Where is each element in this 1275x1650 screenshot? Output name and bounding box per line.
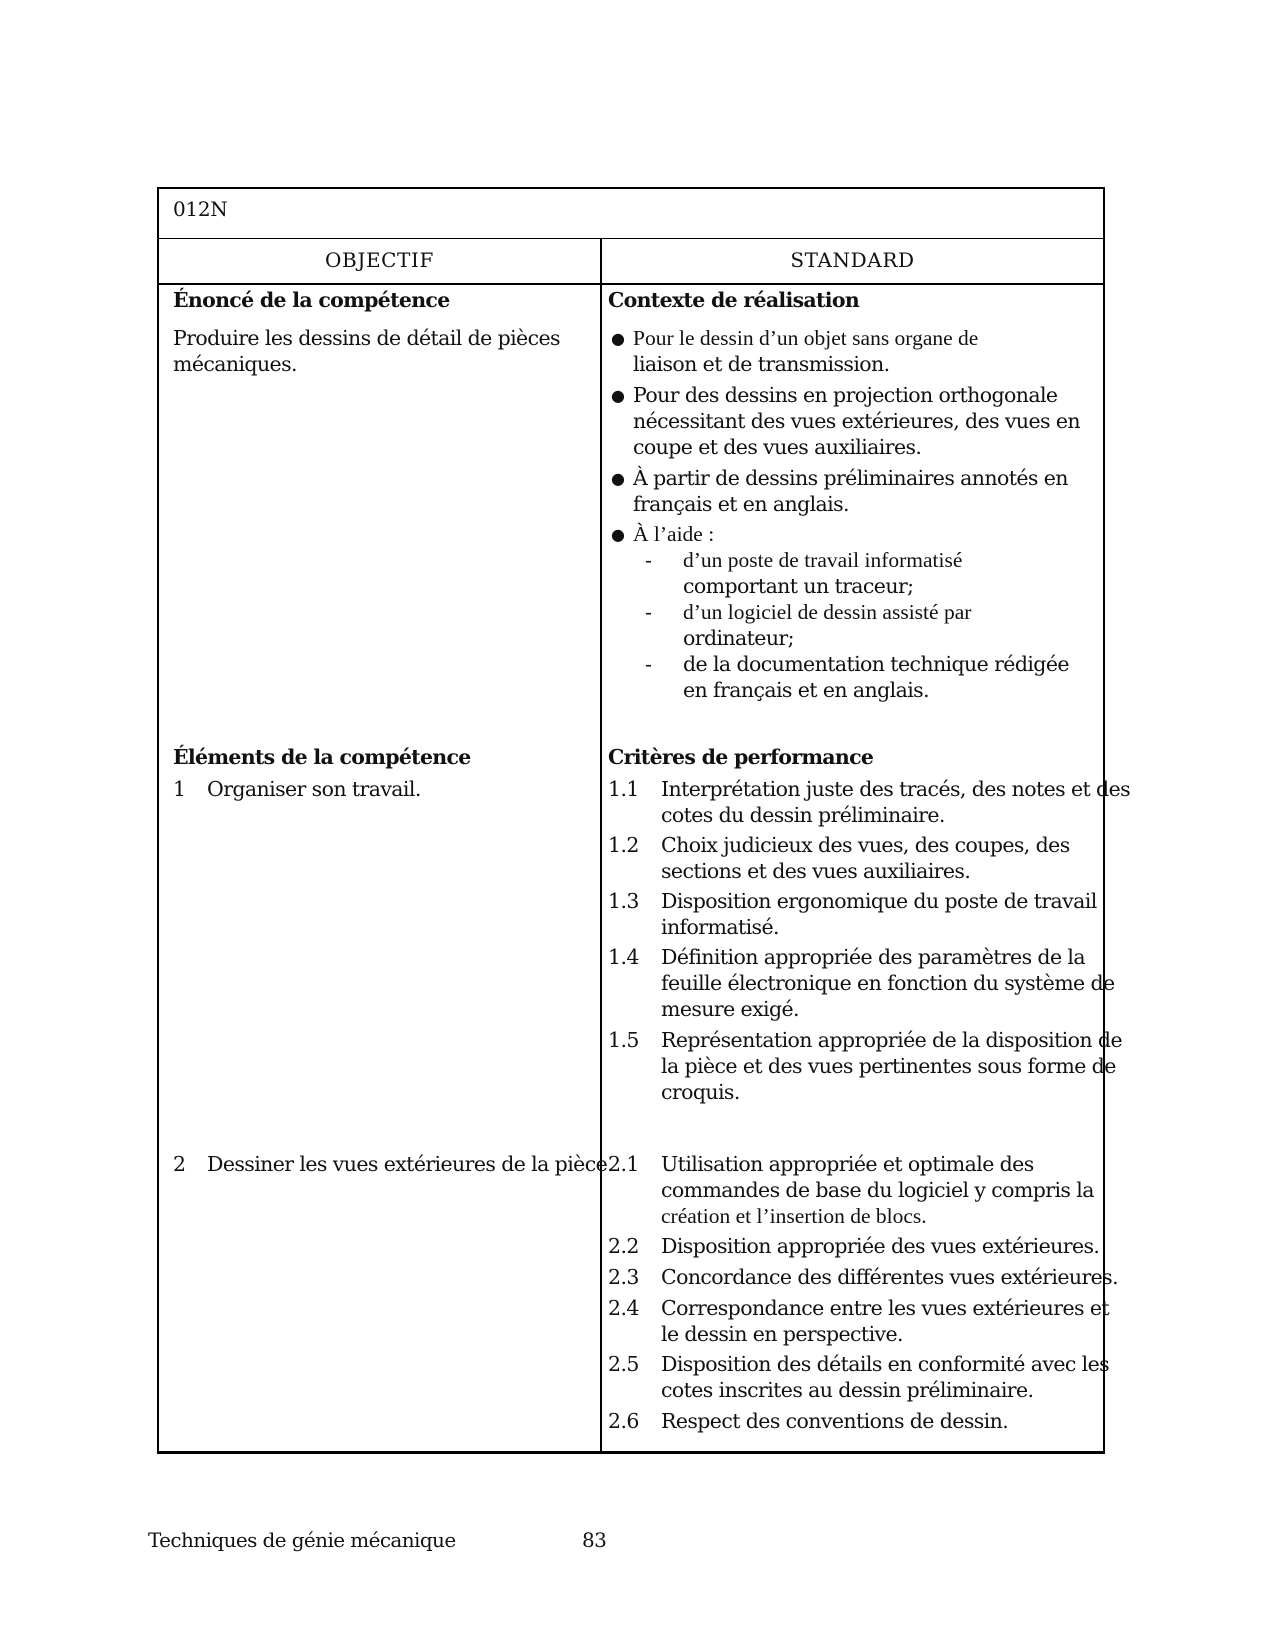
aide-item-line: d’un logiciel de dessin assisté par	[683, 600, 972, 624]
contexte-bullet-line: Pour le dessin d’un objet sans organe de	[633, 326, 979, 350]
critere-number: 1.5	[608, 1028, 639, 1052]
element-text: Organiser son travail.	[207, 777, 421, 801]
contexte-bullet-line: français et en anglais.	[633, 492, 849, 516]
element-number: 1	[173, 777, 186, 801]
contexte-bullet-line: nécessitant des vues extérieures, des vues en	[633, 409, 1081, 433]
critere-line: mesure exigé.	[661, 997, 799, 1021]
critere-line: Utilisation appropriée et optimale des	[661, 1152, 1034, 1176]
contexte-bullet-line: À partir de dessins préliminaires annotés en	[633, 466, 1068, 490]
enonce-heading: Énoncé de la compétence	[173, 288, 450, 312]
aide-item-line: en français et en anglais.	[683, 678, 930, 702]
element-number: 2	[173, 1152, 186, 1176]
critere-line: Disposition appropriée des vues extérieures.	[661, 1234, 1100, 1258]
critere-line: le dessin en perspective.	[661, 1322, 903, 1346]
critere-line: Concordance des différentes vues extérieures.	[661, 1265, 1119, 1289]
contexte-bullet-line: liaison et de transmission.	[633, 352, 890, 376]
aide-item-line: d’un poste de travail informatisé	[683, 548, 963, 572]
critere-line: cotes inscrites au dessin préliminaire.	[661, 1378, 1034, 1402]
critere-line: Disposition ergonomique du poste de travail	[661, 889, 1097, 913]
code-row	[159, 189, 1103, 239]
critere-number: 2.3	[608, 1265, 639, 1289]
criteres-heading: Critères de performance	[608, 745, 874, 769]
critere-number: 2.5	[608, 1352, 639, 1376]
critere-line: Respect des conventions de dessin.	[661, 1409, 1009, 1433]
critere-number: 1.3	[608, 889, 639, 913]
enonce-text-line: mécaniques.	[173, 352, 297, 376]
competency-code: 012N	[173, 197, 228, 221]
column-header-row	[159, 238, 1103, 285]
critere-line: feuille électronique en fonction du système de	[661, 971, 1115, 995]
aide-item-line: de la documentation technique rédigée	[683, 652, 1069, 676]
critere-number: 2.6	[608, 1409, 639, 1433]
critere-number: 1.4	[608, 945, 639, 969]
contexte-bullet-line: coupe et des vues auxiliaires.	[633, 435, 922, 459]
competency-table	[157, 187, 1131, 1454]
column-header-standard: STANDARD	[790, 248, 915, 272]
footer-title: Techniques de génie mécanique	[148, 1528, 456, 1552]
bullet-icon: ●	[611, 386, 625, 405]
critere-line: Disposition des détails en conformité avec les	[661, 1352, 1110, 1376]
element-text: Dessiner les vues extérieures de la pièce.	[207, 1152, 614, 1176]
critere-number: 1.2	[608, 833, 639, 857]
critere-line: la pièce et des vues pertinentes sous forme de	[661, 1054, 1116, 1078]
dash-icon: -	[645, 652, 652, 676]
critere-line: Définition appropriée des paramètres de la	[661, 945, 1085, 969]
column-header-objectif: OBJECTIF	[325, 248, 434, 272]
bullet-icon: ●	[611, 525, 625, 544]
critere-line: commandes de base du logiciel y compris la	[661, 1178, 1094, 1202]
bullet-icon: ●	[611, 469, 625, 488]
enonce-text-line: Produire les dessins de détail de pièces	[173, 326, 560, 350]
contexte-bullet-line: À l’aide :	[633, 522, 715, 546]
aide-item-line: comportant un traceur;	[683, 574, 914, 598]
critere-line: sections et des vues auxiliaires.	[661, 859, 971, 883]
bullet-icon: ●	[611, 329, 625, 348]
elements-heading: Éléments de la compétence	[173, 745, 471, 769]
critere-line: Interprétation juste des tracés, des notes et des	[661, 777, 1131, 801]
critere-line: informatisé.	[661, 915, 779, 939]
critere-number: 2.2	[608, 1234, 639, 1258]
contexte-bullet-line: Pour des dessins en projection orthogonale	[633, 383, 1058, 407]
critere-line: croquis.	[661, 1080, 740, 1104]
contexte-heading: Contexte de réalisation	[608, 288, 860, 312]
critere-number: 2.1	[608, 1152, 639, 1176]
critere-line: Représentation appropriée de la disposition de	[661, 1028, 1122, 1052]
dash-icon: -	[645, 600, 652, 624]
critere-line: création et l’insertion de blocs.	[661, 1204, 927, 1228]
dash-icon: -	[645, 548, 652, 572]
column-divider	[600, 238, 602, 1453]
critere-number: 2.4	[608, 1296, 639, 1320]
critere-line: Choix judicieux des vues, des coupes, des	[661, 833, 1070, 857]
page-number: 83	[582, 1528, 607, 1552]
critere-line: cotes du dessin préliminaire.	[661, 803, 945, 827]
aide-item-line: ordinateur;	[683, 626, 794, 650]
critere-line: Correspondance entre les vues extérieures et	[661, 1296, 1110, 1320]
critere-number: 1.1	[608, 777, 639, 801]
